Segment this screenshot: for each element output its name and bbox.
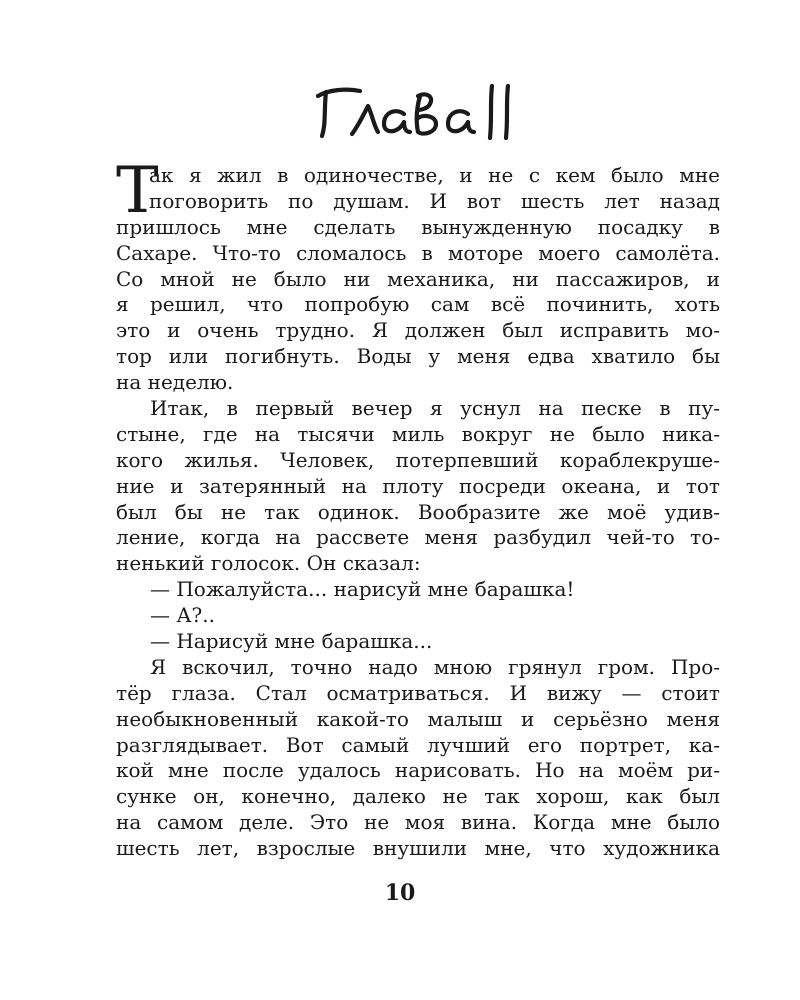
dialogue-line: — Нарисуй мне барашка...: [150, 629, 433, 654]
page-number: 10: [384, 880, 416, 906]
text-line: тёр глаза. Стал осматриваться. И вижу — стоит: [116, 680, 720, 705]
text-line: был бы не так одинок. Вообразите же моё удив-: [116, 499, 720, 524]
text-line: на неделю.: [116, 370, 234, 395]
text-line: поговорить по душам. И вот шесть лет назад: [149, 188, 720, 213]
text-line: ненький голосок. Он сказал:: [116, 551, 421, 576]
text-line: тор или погибнуть. Воды у меня едва хватило бы: [116, 344, 720, 369]
dialogue-line: — Пожалуйста... нарисуй мне барашка!: [150, 577, 575, 602]
handwritten-chapter-title: [312, 74, 522, 146]
text-line: ние и затерянный на плоту посреди океана, и тот: [116, 473, 720, 498]
text-line: я решил, что попробую сам всё починить, хоть: [116, 292, 720, 317]
text-line: разглядывает. Вот самый лучший его портрет, ка-: [116, 732, 720, 757]
text-line: необыкновенный какой-то малыш и серьёзно меня: [116, 706, 720, 731]
text-line: на самом деле. Это не моя вина. Когда мне было: [116, 810, 720, 835]
text-line: шесть лет, взрослые внушили мне, что художника: [116, 836, 720, 861]
text-line: Я вскочил, точно надо мною грянул гром. Про-: [150, 654, 720, 679]
text-line: сунке он, конечно, далеко не так хорош, как был: [116, 784, 720, 809]
text-line: это и очень трудно. Я должен был исправить мо-: [116, 318, 720, 343]
text-line: пришлось мне сделать вынужденную посадку в: [116, 214, 720, 239]
text-line: кой мне после удалось нарисовать. Но на моём ри-: [116, 758, 720, 783]
text-line: Итак, в первый вечер я уснул на песке в пу-: [150, 396, 720, 421]
text-line: Сахаре. Что-то сломалось в моторе моего самолёта.: [116, 240, 720, 265]
drop-cap-letter: Т: [116, 154, 159, 228]
chapter-heading: [312, 74, 522, 146]
dialogue-line: — А?..: [150, 603, 215, 628]
text-line: ак я жил в одиночестве, и не с кем было мне: [149, 163, 720, 187]
chapter-text: [116, 154, 720, 862]
text-line: ление, когда на рассвете меня разбудил чей-то то-: [116, 525, 720, 550]
text-line: Со мной не было ни механика, ни пассажиров, и: [116, 266, 720, 291]
text-line: кого жилья. Человек, потерпевший кораблекруше-: [116, 447, 720, 472]
text-line: стыне, где на тысячи миль вокруг не было ника-: [116, 421, 720, 446]
